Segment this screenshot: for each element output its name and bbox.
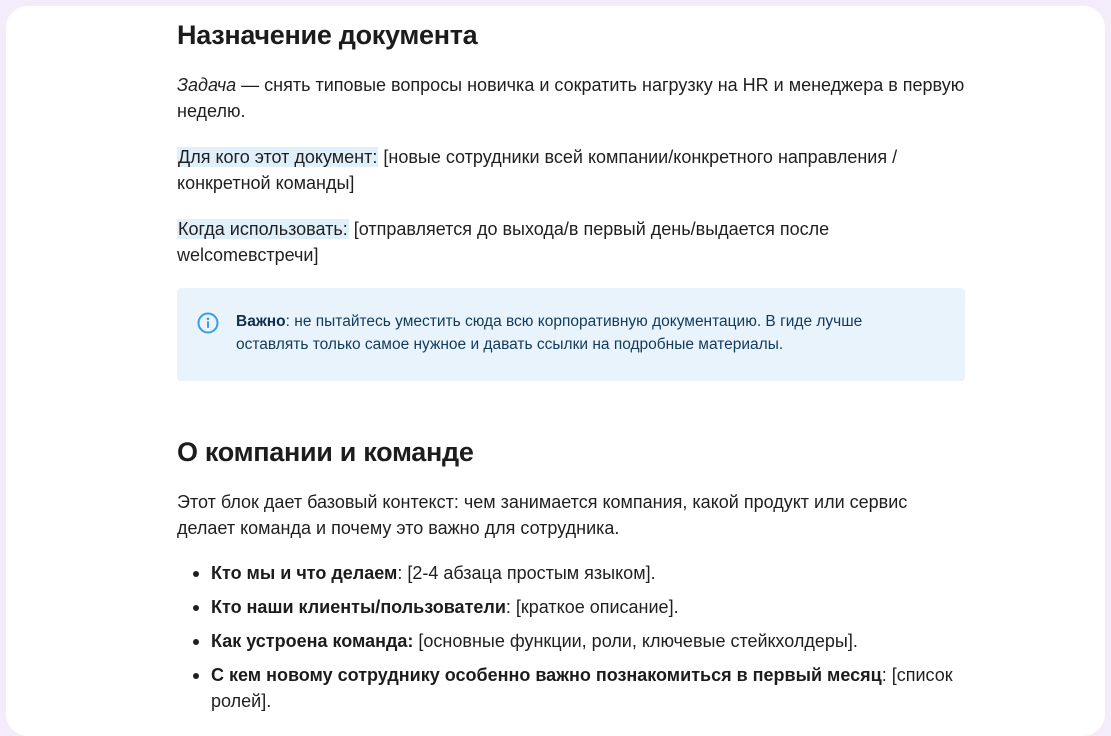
- list-item-label: Кто наши клиенты/пользователи: [211, 597, 506, 617]
- list-item-text: [основные функции, роли, ключевые стейкхолдеры].: [413, 631, 858, 651]
- section-heading-purpose: Назначение документа: [177, 20, 478, 50]
- audience-paragraph: [177, 144, 965, 196]
- callout-label: Важно: [236, 313, 286, 330]
- list-item: [177, 628, 965, 654]
- section-heading-company: О компании и команде: [177, 437, 474, 467]
- list-item-label: Как устроена команда:: [211, 631, 414, 651]
- list-item: [177, 662, 965, 714]
- list-item: [177, 560, 965, 586]
- callout-text: [236, 310, 936, 356]
- list-item: [177, 594, 965, 620]
- list-item-text: : [2-4 абзаца простым языком].: [397, 563, 656, 583]
- list-item-label: Кто мы и что делаем: [211, 563, 398, 583]
- audience-text: [новые сотрудники всей компании/конкретного направления / конкретной команды]: [177, 147, 898, 193]
- when-label: Когда использовать:: [178, 219, 348, 239]
- info-icon: [197, 312, 219, 334]
- task-label: Задача: [177, 75, 237, 95]
- callout-body: : не пытайтесь уместить сюда всю корпоративную документацию. В гиде лучше оставлять только самое нужное и давать ссылки на подробные материалы.: [236, 313, 863, 353]
- audience-label: Для кого этот документ:: [178, 147, 378, 167]
- document-card: [6, 6, 1105, 736]
- when-text: [отправляется до выхода/в первый день/выдается после welcomeвстречи]: [177, 219, 830, 265]
- list-item-text: : [список ролей].: [211, 665, 953, 711]
- company-intro: Этот блок дает базовый контекст: чем занимается компания, какой продукт или сервис делает команда и почему это важно для сотрудника.: [177, 492, 908, 538]
- task-paragraph: [177, 72, 965, 124]
- task-text: — снять типовые вопросы новичка и сократить нагрузку на HR и менеджера в первую неделю.: [177, 75, 965, 121]
- when-paragraph: [177, 216, 965, 268]
- list-item-text: : [краткое описание].: [505, 597, 679, 617]
- important-callout: [177, 288, 965, 381]
- list-item-label: С кем новому сотруднику особенно важно познакомиться в первый месяц: [211, 665, 882, 685]
- company-facts-list: [177, 560, 965, 722]
